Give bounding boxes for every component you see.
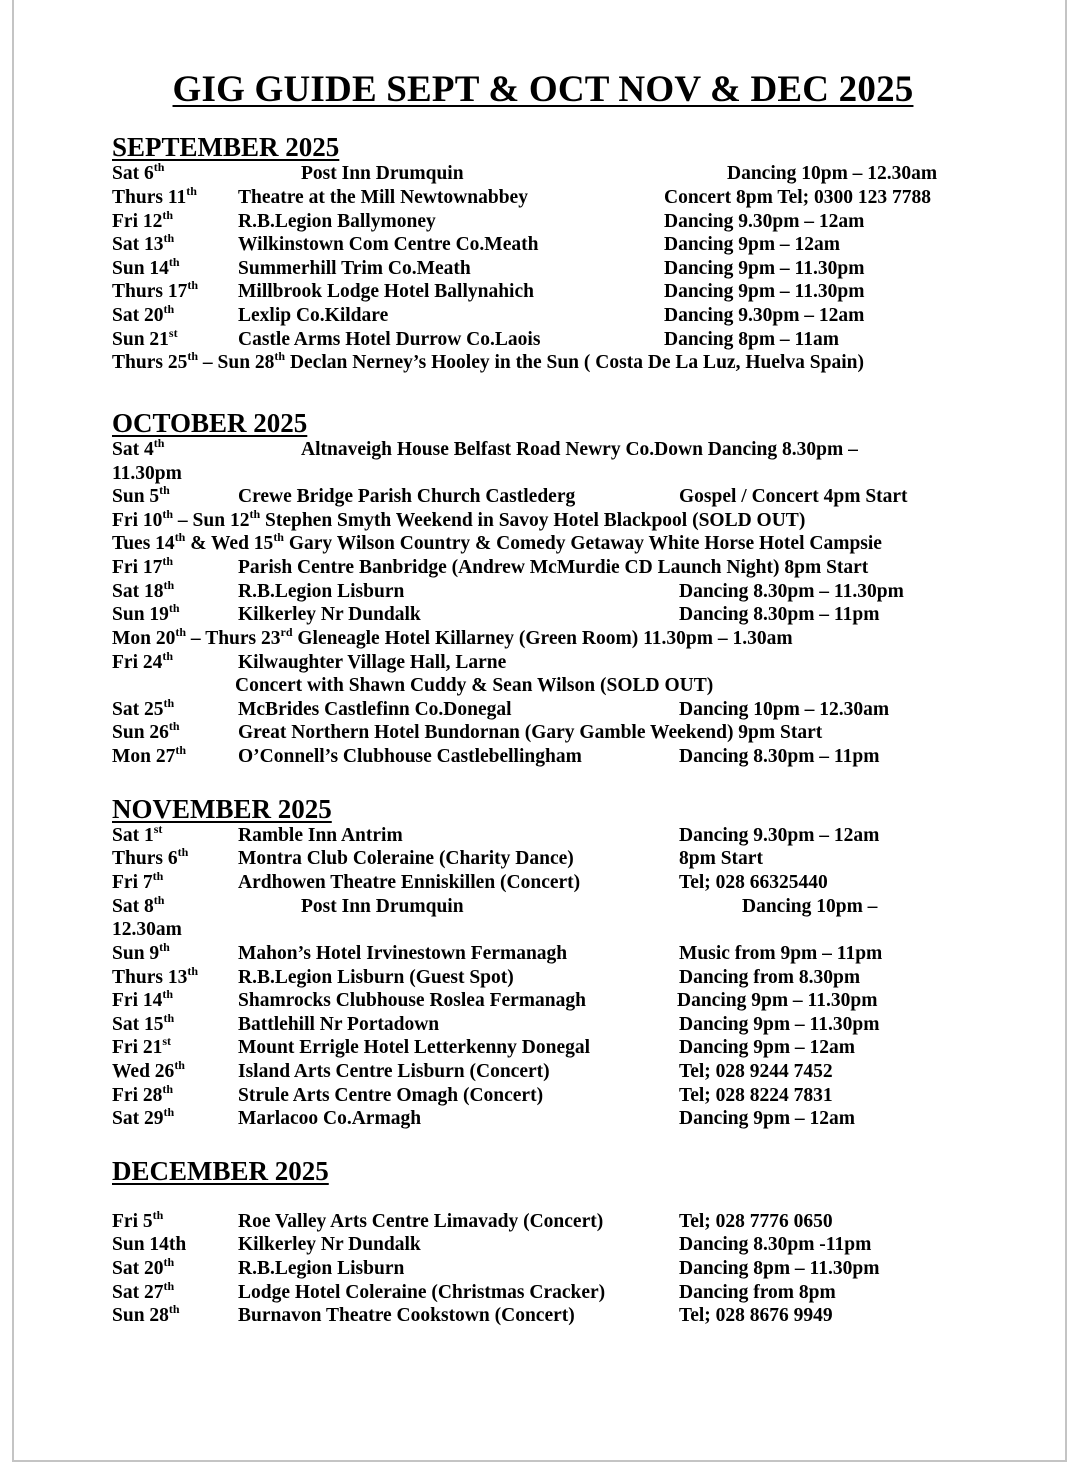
event-venue: Mahon’s Hotel Irvinestown Fermanagh xyxy=(238,943,568,964)
event-detail: Dancing 8pm – 11am xyxy=(664,329,839,350)
event-text: Thurs 25th – Sun 28th Declan Nerney’s Hooley in the Sun ( Costa De La Luz, Huelva Spain) xyxy=(112,348,864,373)
event-date: Fri 12th xyxy=(112,207,174,232)
event-date: Wed 26th xyxy=(112,1057,185,1082)
event-date: Fri 24th xyxy=(112,648,174,673)
event-venue: Theatre at the Mill Newtownabbey xyxy=(238,187,528,208)
section-heading-october: OCTOBER 2025 xyxy=(112,408,308,438)
event-detail: Dancing 8.30pm -11pm xyxy=(679,1234,872,1255)
page-title: GIG GUIDE SEPT & OCT NOV & DEC 2025 xyxy=(172,69,914,110)
event-venue: Post Inn Drumquin xyxy=(301,163,464,184)
event-date: Fri 28th xyxy=(112,1081,174,1106)
event-date: Sun 28th xyxy=(112,1301,180,1326)
event-detail: Tel; 028 7776 0650 xyxy=(679,1211,833,1232)
event-date: Fri 5th xyxy=(112,1207,164,1232)
event-text: Mon 20th – Thurs 23rd Gleneagle Hotel Killarney (Green Room) 11.30pm – 1.30am xyxy=(112,624,793,649)
event-detail: 8pm Start xyxy=(679,848,763,869)
event-venue: Mount Errigle Hotel Letterkenny Donegal xyxy=(238,1037,591,1058)
event-detail: Dancing 9pm – 11.30pm xyxy=(677,990,878,1011)
event-date: Thurs 11th xyxy=(112,183,197,208)
event-detail: Dancing 9.30pm – 12am xyxy=(664,211,865,232)
event-venue: Post Inn Drumquin xyxy=(301,896,464,917)
event-venue: Lexlip Co.Kildare xyxy=(238,305,389,326)
event-date: Sat 13th xyxy=(112,230,175,255)
event-venue: Marlacoo Co.Armagh xyxy=(238,1108,422,1129)
event-date: Sat 20th xyxy=(112,1254,175,1279)
event-venue: Summerhill Trim Co.Meath xyxy=(238,258,471,279)
event-venue: Kilkerley Nr Dundalk xyxy=(238,1234,421,1255)
event-date: Sat 27th xyxy=(112,1278,175,1303)
event-venue: Roe Valley Arts Centre Limavady (Concert) xyxy=(238,1211,604,1232)
event-venue: Strule Arts Centre Omagh (Concert) xyxy=(238,1085,544,1106)
event-venue: Ardhowen Theatre Enniskillen (Concert) xyxy=(238,872,581,893)
event-detail: Dancing 9.30pm – 12am xyxy=(679,825,880,846)
event-venue: Island Arts Centre Lisburn (Concert) xyxy=(238,1061,550,1082)
event-venue: Battlehill Nr Portadown xyxy=(238,1014,440,1035)
event-detail: 12.30am xyxy=(112,919,182,940)
event-venue: R.B.Legion Ballymoney xyxy=(238,211,436,232)
event-date: Sun 21st xyxy=(112,325,178,350)
event-text: Fri 10th – Sun 12th Stephen Smyth Weekend in Savoy Hotel Blackpool (SOLD OUT) xyxy=(112,506,806,531)
event-detail: Dancing 8.30pm – 11.30pm xyxy=(679,581,904,602)
event-date: Sat 1st xyxy=(112,821,163,846)
event-date: Sat 29th xyxy=(112,1104,175,1129)
event-detail: Concert 8pm Tel; 0300 123 7788 xyxy=(664,187,932,208)
event-detail: Dancing 8.30pm – 11pm xyxy=(679,604,880,625)
event-text: Great Northern Hotel Bundornan (Gary Gamble Weekend) 9pm Start xyxy=(238,722,823,743)
event-date: Sun 14th xyxy=(112,254,180,279)
event-detail: Dancing 9.30pm – 12am xyxy=(664,305,865,326)
event-detail: Dancing 8.30pm – 11pm xyxy=(679,746,880,767)
event-detail: Dancing 10pm – 12.30am xyxy=(679,699,890,720)
event-venue: Shamrocks Clubhouse Roslea Fermanagh xyxy=(238,990,586,1011)
event-detail: Tel; 028 66325440 xyxy=(679,872,828,893)
event-venue: McBrides Castlefinn Co.Donegal xyxy=(238,699,512,720)
event-detail: 11.30pm xyxy=(112,463,182,484)
event-venue: Wilkinstown Com Centre Co.Meath xyxy=(238,234,539,255)
event-date: Fri 14th xyxy=(112,986,174,1011)
event-detail: Dancing 8pm – 11.30pm xyxy=(679,1258,880,1279)
event-detail: Dancing 9pm – 12am xyxy=(679,1108,856,1129)
event-date: Fri 7th xyxy=(112,868,164,893)
event-venue: R.B.Legion Lisburn xyxy=(238,581,405,602)
event-date: Sat 8th xyxy=(112,892,165,917)
event-detail: Dancing 9pm – 11.30pm xyxy=(679,1014,880,1035)
event-date: Sun 14th xyxy=(112,1234,187,1255)
event-venue: Ramble Inn Antrim xyxy=(238,825,403,846)
event-detail: Tel; 028 8676 9949 xyxy=(679,1305,833,1326)
event-text: Altnaveigh House Belfast Road Newry Co.Down Dancing 8.30pm – xyxy=(301,439,858,460)
event-text: Tues 14th & Wed 15th Gary Wilson Country & Comedy Getaway White Horse Hotel Campsie xyxy=(112,529,882,554)
event-venue: R.B.Legion Lisburn xyxy=(238,1258,405,1279)
event-detail: Dancing 9pm – 12am xyxy=(664,234,841,255)
event-date: Thurs 13th xyxy=(112,963,198,988)
event-date: Sat 15th xyxy=(112,1010,175,1035)
event-detail: Dancing 10pm – 12.30am xyxy=(727,163,938,184)
event-venue: Kilwaughter Village Hall, Larne xyxy=(238,652,507,673)
section-heading-september: SEPTEMBER 2025 xyxy=(112,132,340,162)
event-date: Thurs 17th xyxy=(112,277,198,302)
event-text: Parish Centre Banbridge (Andrew McMurdie CD Launch Night) 8pm Start xyxy=(238,557,869,578)
event-venue: Lodge Hotel Coleraine (Christmas Cracker) xyxy=(238,1282,606,1303)
event-detail: Dancing from 8pm xyxy=(679,1282,836,1303)
event-venue: Burnavon Theatre Cookstown (Concert) xyxy=(238,1305,575,1326)
event-detail: Dancing 9pm – 12am xyxy=(679,1037,856,1058)
event-venue: Kilkerley Nr Dundalk xyxy=(238,604,421,625)
event-detail: Dancing 10pm – xyxy=(742,896,878,917)
event-date: Sat 6th xyxy=(112,159,165,184)
event-date: Sun 26th xyxy=(112,718,180,743)
event-venue: Montra Club Coleraine (Charity Dance) xyxy=(238,848,574,869)
event-date: Sat 20th xyxy=(112,301,175,326)
event-detail: Tel; 028 8224 7831 xyxy=(679,1085,833,1106)
event-detail: Dancing 9pm – 11.30pm xyxy=(664,281,865,302)
event-detail: Dancing 9pm – 11.30pm xyxy=(664,258,865,279)
event-date: Fri 21st xyxy=(112,1033,172,1058)
section-heading-november: NOVEMBER 2025 xyxy=(112,794,332,824)
section-heading-december: DECEMBER 2025 xyxy=(112,1156,329,1186)
event-venue: Castle Arms Hotel Durrow Co.Laois xyxy=(238,329,541,350)
event-venue: Crewe Bridge Parish Church Castlederg xyxy=(238,486,576,507)
event-date: Thurs 6th xyxy=(112,844,189,869)
event-date: Sun 19th xyxy=(112,600,180,625)
event-date: Sun 5th xyxy=(112,482,170,507)
event-detail: Dancing from 8.30pm xyxy=(679,967,861,988)
event-detail: Music from 9pm – 11pm xyxy=(679,943,883,964)
event-venue: O’Connell’s Clubhouse Castlebellingham xyxy=(238,746,582,767)
event-date: Sat 25th xyxy=(112,695,175,720)
event-date: Sat 18th xyxy=(112,577,175,602)
event-detail: Concert with Shawn Cuddy & Sean Wilson (SOLD OUT) xyxy=(235,675,714,696)
event-date: Sat 4th xyxy=(112,435,165,460)
event-detail: Gospel / Concert 4pm Start xyxy=(679,486,908,507)
event-venue: R.B.Legion Lisburn (Guest Spot) xyxy=(238,967,514,988)
event-venue: Millbrook Lodge Hotel Ballynahich xyxy=(238,281,534,302)
event-detail: Tel; 028 9244 7452 xyxy=(679,1061,833,1082)
event-date: Fri 17th xyxy=(112,553,174,578)
event-date: Mon 27th xyxy=(112,742,187,767)
event-date: Sun 9th xyxy=(112,939,170,964)
